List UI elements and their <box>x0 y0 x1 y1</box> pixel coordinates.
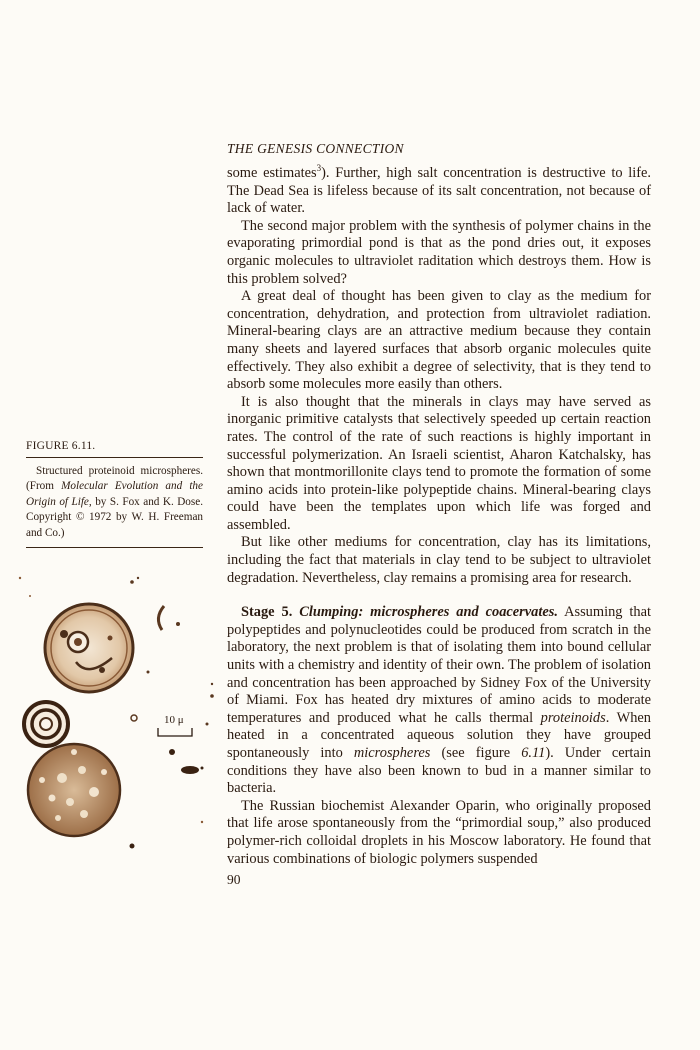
caption-text: Structured proteinoid microspheres. (From <box>26 465 203 493</box>
stage-label: Stage 5. <box>241 604 293 621</box>
paragraph-2: The second major problem with the synthesis of polymer chains in the evaporating primordial pond is that as the pond dries out, it exposes organic molecules to ultraviolet raditation which destroys them. How is this problem solved? <box>227 217 651 287</box>
running-head: THE GENESIS CONNECTION <box>227 141 404 156</box>
paragraph-5: But like other mediums for concentration, clay has its limitations, including the fact that materials in clay tend to be subject to ultraviolet degradation. Nevertheless, clay remains a promising area for research. <box>227 534 651 586</box>
figure-reference: 6.11 <box>521 745 546 761</box>
paragraph-1-text: some estimates <box>227 165 317 181</box>
page-number: 90 <box>227 872 241 887</box>
caption-text: by S. Fox and K. Dose. Copyright © 1972 by W. H. Freeman and Co.) <box>26 495 204 539</box>
textured-microsphere <box>28 744 120 836</box>
caption-bottom-rule <box>26 547 203 548</box>
stage-text: (see figure <box>441 745 511 761</box>
stage-5-paragraph <box>227 604 651 798</box>
paragraph-4: It is also thought that the minerals in clays may have served as inorganic primitive catalysts that selectively speeded up certain reaction rates. The control of the rate of such reactions is highly important in successful polymerization. An Israeli scientist, Aharon Katchalsky, has shown that montmorillonite clays tend to promote the formation of some amino acids into protein-like polypeptide chains. Mineral-bearing clays could have been the templates upon which life was forged and assembled. <box>227 393 651 533</box>
paragraph-1 <box>227 165 651 218</box>
body-text <box>227 165 651 868</box>
scale-bar <box>158 714 192 736</box>
term-microspheres: microspheres <box>353 745 431 761</box>
term-proteinoids: proteinoids <box>540 709 606 726</box>
figure-label: FIGURE 6.11. <box>26 440 96 452</box>
stage-text: ). Under certain conditions they have also been known to bud in a manner similar to bacteria. <box>227 745 651 797</box>
stage-text: . When heated in a concentrated aqueous solution they have grouped spontaneously into <box>227 709 651 761</box>
large-microsphere <box>45 604 133 692</box>
paragraph-1-rest: ). Further, high salt concentration is destructive to life. The Dead Sea is lifeless because of its salt concentration, not because of lack of water. <box>227 165 651 217</box>
microsphere-micrograph <box>14 566 214 856</box>
stage-text: Assuming that polypeptides and polynucleotides could be produced from scratch in the laboratory, the next problem is that of isolating them into bound cellular units with a chemistry and identity of their own. The problem of isolation and concentration has been approached by Sidney Fox of the University of Miami. Fox has heated dry mixtures of amino acids to moderate temperatures and produced what he calls thermal <box>227 604 651 726</box>
paragraph-last: The Russian biochemist Alexander Oparin, who originally proposed that life arose spontaneously from the “primordial soup,” also produced polymer-rich colloidal droplets in his Moscow laboratory. He found that various combinations of biologic polymers suspended <box>227 797 651 867</box>
caption-book-title: Molecular Evolution and the Origin of Life, <box>26 480 203 508</box>
footnote-ref: 3 <box>316 163 322 174</box>
paragraph-3: A great deal of thought has been given to clay as the medium for concentration, dehydration, and protection from ultraviolet radiation. Mineral-bearing clays are an attractive medium because they contain many sheets and layered surfaces that absorb organic molecules quite effectively. They also exhibit a degree of selectivity, that is they tend to absorb some molecules more easily than others. <box>227 288 651 393</box>
caption-top-rule <box>26 457 203 458</box>
figure-caption <box>26 464 203 541</box>
ring-microsphere <box>24 702 68 746</box>
scale-label: 10 μ <box>164 714 184 726</box>
stage-title: Clumping: microspheres and coacervates. <box>299 604 558 621</box>
